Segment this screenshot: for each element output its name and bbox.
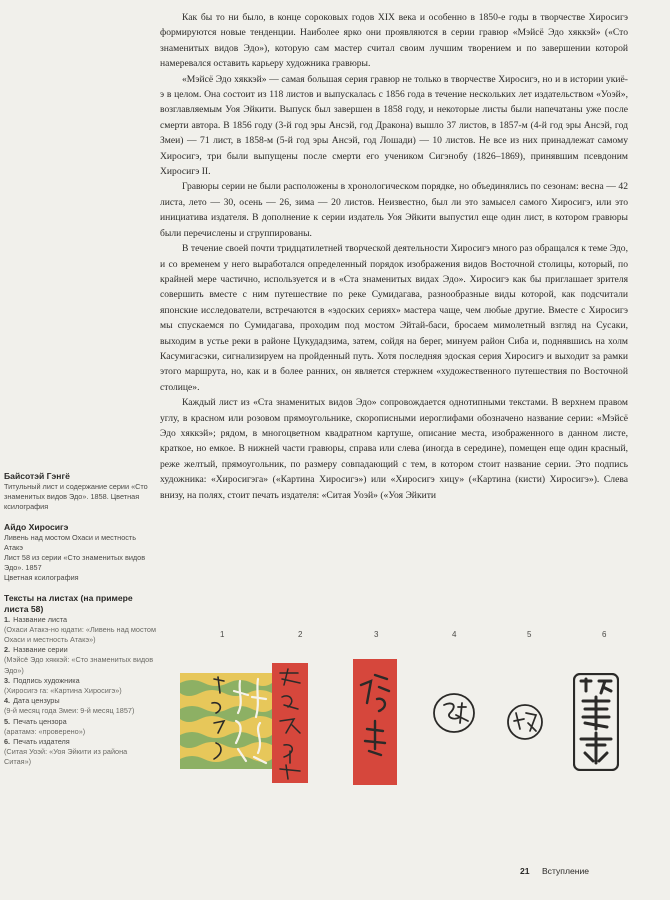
cartouche-image <box>180 673 272 769</box>
page-footer <box>520 866 630 876</box>
figure-number: 3 <box>374 630 379 639</box>
figure-number: 1 <box>220 630 225 639</box>
legend-item: 5. Печать цензора (аратамэ: «проверено») <box>4 716 86 736</box>
figure-number: 6 <box>602 630 607 639</box>
sidebar-captions <box>4 471 156 777</box>
figure-number: 5 <box>527 630 532 639</box>
caption-1-title: Байсотэй Гэнгё <box>4 471 70 481</box>
paragraph-3: Гравюры серии не были расположены в хронологическом порядке, но объединялись по сезонам: весна — 42 листа, лето — 30, осень — 26, зима — 20 листов. Неизвестно, был ли это замысел самого Хиросигэ, или это инициатива издателя. В дополнение к серии издатель Уоя Эйкити выпустил еще один лист, в котором гравюры были перечислены и сгруппированы. <box>160 181 628 239</box>
caption-2-desc: Ливень над мостом Охаси и местность Атакэ <box>4 532 137 552</box>
legend-item: 2. Название серии (Мэйсё Эдо хяккэй: «Сто знаменитых видов Эдо») <box>4 645 154 675</box>
series-title-cartouche <box>272 663 308 783</box>
figure-numbers <box>0 630 670 644</box>
publisher-seal <box>573 673 619 771</box>
paragraph-5: Каждый лист из «Ста знаменитых видов Эдо» сопровождается однотипными текстами. В верхнем правом углу, в красном или розовом прямоугольнике, скорописными иероглифами обозначено название серии: «Мэйсё Эдо хяккэй»; рядом, в многоцветном квадратном картуше, описание места, изображенного в данном листе, краткое, но емкое. В нижней части гравюры, справа или слева (иногда в середине), помещен еще один красный, реже желтый, прямоугольник, по размеру совпадающий с тем, в котором стоит название серии. Это подпись художника: «Хиросигэга» («Картина Хиросигэ») или «Хиросигэ хицу» («Картина (кисти) Хиросигэ»). Слева внизу, на полях, стоит печать издателя: «Ситая Уоэй» («Уоя Эйкити <box>160 397 628 501</box>
signature-cartouche <box>353 659 397 785</box>
caption-2-meta: Лист 58 из серии «Сто знаменитых видов Эдо». 1857 <box>4 553 146 573</box>
censor-seal <box>506 703 544 741</box>
caption-2 <box>4 522 156 584</box>
figure-number: 2 <box>298 630 303 639</box>
body-text <box>160 10 628 503</box>
page-number: 21 <box>520 866 530 876</box>
censor-date-seal <box>432 691 476 735</box>
legend-item: 6. Печать издателя (Ситая Уоэй: «Уоя Эйкити из района Ситая») <box>4 737 128 767</box>
caption-2-title: Айдо Хиросигэ <box>4 521 69 532</box>
legend-title: Тексты на листах (на примере листа 58) <box>4 592 133 614</box>
legend <box>4 593 156 768</box>
section-title: Вступление <box>541 866 590 876</box>
figure-number: 4 <box>452 630 457 639</box>
legend-item: 4. Дата цензуры (9-й месяц года Змеи: 9-й месяц 1857) <box>4 696 135 716</box>
paragraph-2: «Мэйсё Эдо хяккэй» — самая большая серия гравюр не только в творчестве Хиросигэ, но и в истории укиё-э в целом. Она состоит из 118 листов и выпускалась с 1856 года в течение нескольких лет издательством «Уоэй», возглавляемым Уоя Эйкити. Выпуск был завершен в 1858 году, и некоторые листы были напечатаны уже после смерти автора. В 1856 году (3-й год эры Ансэй, год Дракона) вышло 37 листов, в 1857-м (4-й год эры Ансэй, год Змеи) — 71 лист, в 1858-м (5-й год эры Ансэй, год Лошади) — 10 листов. Не все из них принадлежат самому Хиросигэ, три были выпущены после смерти его учеником Сигэнобу (1826–1869), принявшим псевдоним Хиросигэ II. <box>160 73 628 178</box>
paragraph-1: Как бы то ни было, в конце сороковых годов XIX века и особенно в 1850-е годы в творчестве Хиросигэ формируются новые тенденции. Наиболее ярко они проявляются в серии гравюр «Мэйсё Эдо хяккэй» («Сто знаменитых видов Эдо»), которую сам мастер считал своим лучшим творением и по завершении которой намеревался оставить карьеру художника гравюры. <box>160 12 628 70</box>
caption-1-desc: Титульный лист и содержание серии «Сто знаменитых видов Эдо». 1858. Цветная ксилография <box>4 482 148 512</box>
caption-1 <box>4 471 156 513</box>
legend-item: 1. Название листа (Охаси Атакэ-но юдати: «Ливень над мостом Охаси и местность Атакэ») <box>4 614 156 645</box>
caption-2-tech: Цветная ксилография <box>4 573 79 583</box>
paragraph-4: В течение своей почти тридцатилетней творческой деятельности Хиросигэ много раз обращался к теме Эдо, и со временем у него выработался определенный порядок изображения видов Восточной столицы, который, по крайней мере частично, используется и в «Ста знаменитых видах Эдо». Хиросигэ как бы приглашает зрителя совершить вместе с ним путешествие по реке Сумидагава, разнообразные виды которой, как подсчитали японские исследователи, встречаются в «эдоских сериях» мастера чаще, чем любые другие. Вместе с Хиросигэ мы спускаемся по Сумидагава, проходим под мостом Эйтай-баси, бросаем мимолетный взгляд на Сусаки, выходим в устье реки в районе Цукудадзима, затем, сойдя на берег, минуем район Сиба и, поднявшись на холм Касумигасэки, сигнализируем на пройденный путь. Хотя последняя эдоская серия Хиросигэ и выходит за рамки этого маршрута, но, как и в более ранних, он является стержнем «художественного путешествия по Восточной столице». <box>160 243 628 393</box>
legend-item: 3. Подпись художника (Хиросигэ га: «Картина Хиросигэ») <box>4 675 122 696</box>
